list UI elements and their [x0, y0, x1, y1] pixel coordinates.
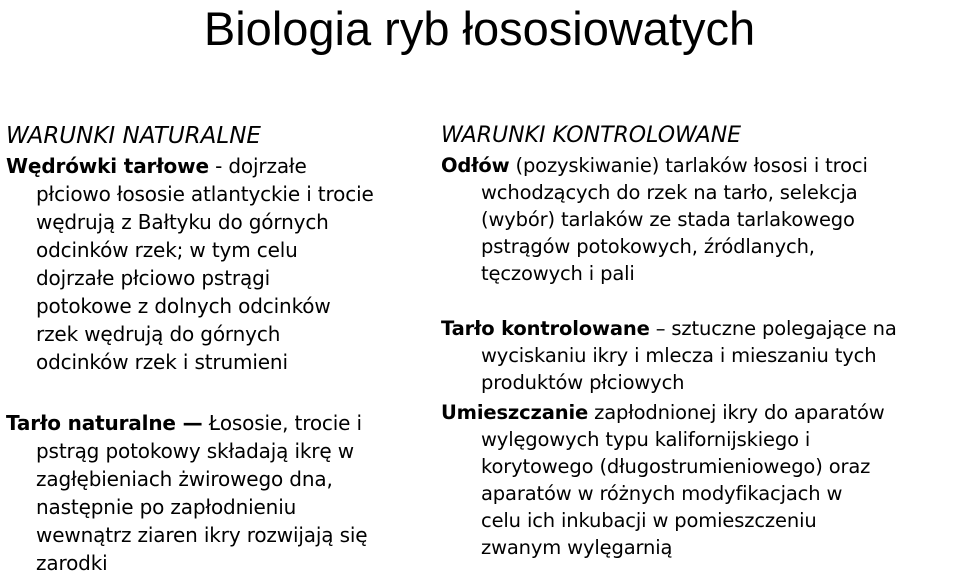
controlled-conditions-column	[441, 120, 956, 561]
controlled-conditions-heading: WARUNKI KONTROLOWANE	[441, 123, 742, 148]
paragraph-first-line: Wędrówki tarłowe - dojrzałe	[6, 154, 307, 178]
paragraph-line: potokowe z dolnych odcinków	[36, 294, 331, 318]
paragraph-line: zagłębieniach żwirowego dna,	[36, 467, 333, 491]
spawning-migration-paragraph	[6, 152, 436, 376]
paragraph-first-line: Odłów (pozyskiwanie) tarlaków łososi i troci	[441, 154, 868, 177]
paragraph-line: pstrąg potokowy składają ikrę w	[36, 439, 354, 463]
paragraph-line: zarodki	[36, 551, 108, 575]
paragraph-line: rzek wędrują do górnych	[36, 322, 281, 346]
paragraph-line: zwanym wylęgarnią	[481, 536, 673, 559]
paragraph-line: (wybór) tarlaków ze stada tarlakowego	[481, 208, 855, 231]
paragraph-line: celu ich inkubacji w pomieszczeniu	[481, 509, 817, 532]
paragraph-line: tęczowych i pali	[481, 262, 635, 285]
paragraph-line: produktów płciowych	[481, 371, 685, 394]
paragraph-line: korytowego (długostrumieniowego) oraz	[481, 455, 871, 478]
paragraph-line: wylęgowych typu kalifornijskiego i	[481, 428, 811, 451]
catch-paragraph	[441, 152, 956, 287]
paragraph-line: odcinków rzek; w tym celu	[36, 238, 298, 262]
paragraph-first-line: Tarło kontrolowane – sztuczne polegające na	[441, 317, 897, 340]
paragraph-first-line: Tarło naturalne — Łososie, trocie i	[6, 411, 362, 435]
term-controlled-spawning: Tarło kontrolowane	[441, 317, 650, 340]
term-catch: Odłów	[441, 154, 510, 177]
paragraph-line: aparatów w różnych modyfikacjach w	[481, 482, 843, 505]
paragraph-line: płciowo łososie atlantyckie i trocie	[36, 182, 374, 206]
paragraph-line: wędrują z Bałtyku do górnych	[36, 210, 329, 234]
placement-paragraph	[441, 399, 956, 561]
term-spawning-migration: Wędrówki tarłowe	[6, 154, 209, 178]
paragraph-first-line: Umieszczanie zapłodnionej ikry do aparatów	[441, 401, 885, 424]
paragraph-line: wyciskaniu ikry i mlecza i mieszaniu tych	[481, 344, 877, 367]
paragraph-line: pstrągów potokowych, źródlanych,	[481, 235, 815, 258]
natural-spawning-paragraph	[6, 409, 436, 577]
paragraph-line: następnie po zapłodnieniu	[36, 495, 297, 519]
paragraph-line: wchodzących do rzek na tarło, selekcja	[481, 181, 858, 204]
controlled-spawning-paragraph	[441, 315, 956, 396]
term-placement: Umieszczanie	[441, 401, 589, 424]
paragraph-line: dojrzałe płciowo pstrągi	[36, 266, 271, 290]
paragraph-line: wewnątrz ziaren ikry rozwijają się	[36, 523, 368, 547]
paragraph-line: odcinków rzek i strumieni	[36, 350, 288, 374]
natural-conditions-heading: WARUNKI NATURALNE	[6, 123, 261, 149]
term-natural-spawning: Tarło naturalne —	[6, 411, 203, 435]
natural-conditions-column	[6, 120, 436, 577]
page-title: Biologia ryb łososiowatych	[203, 2, 756, 55]
